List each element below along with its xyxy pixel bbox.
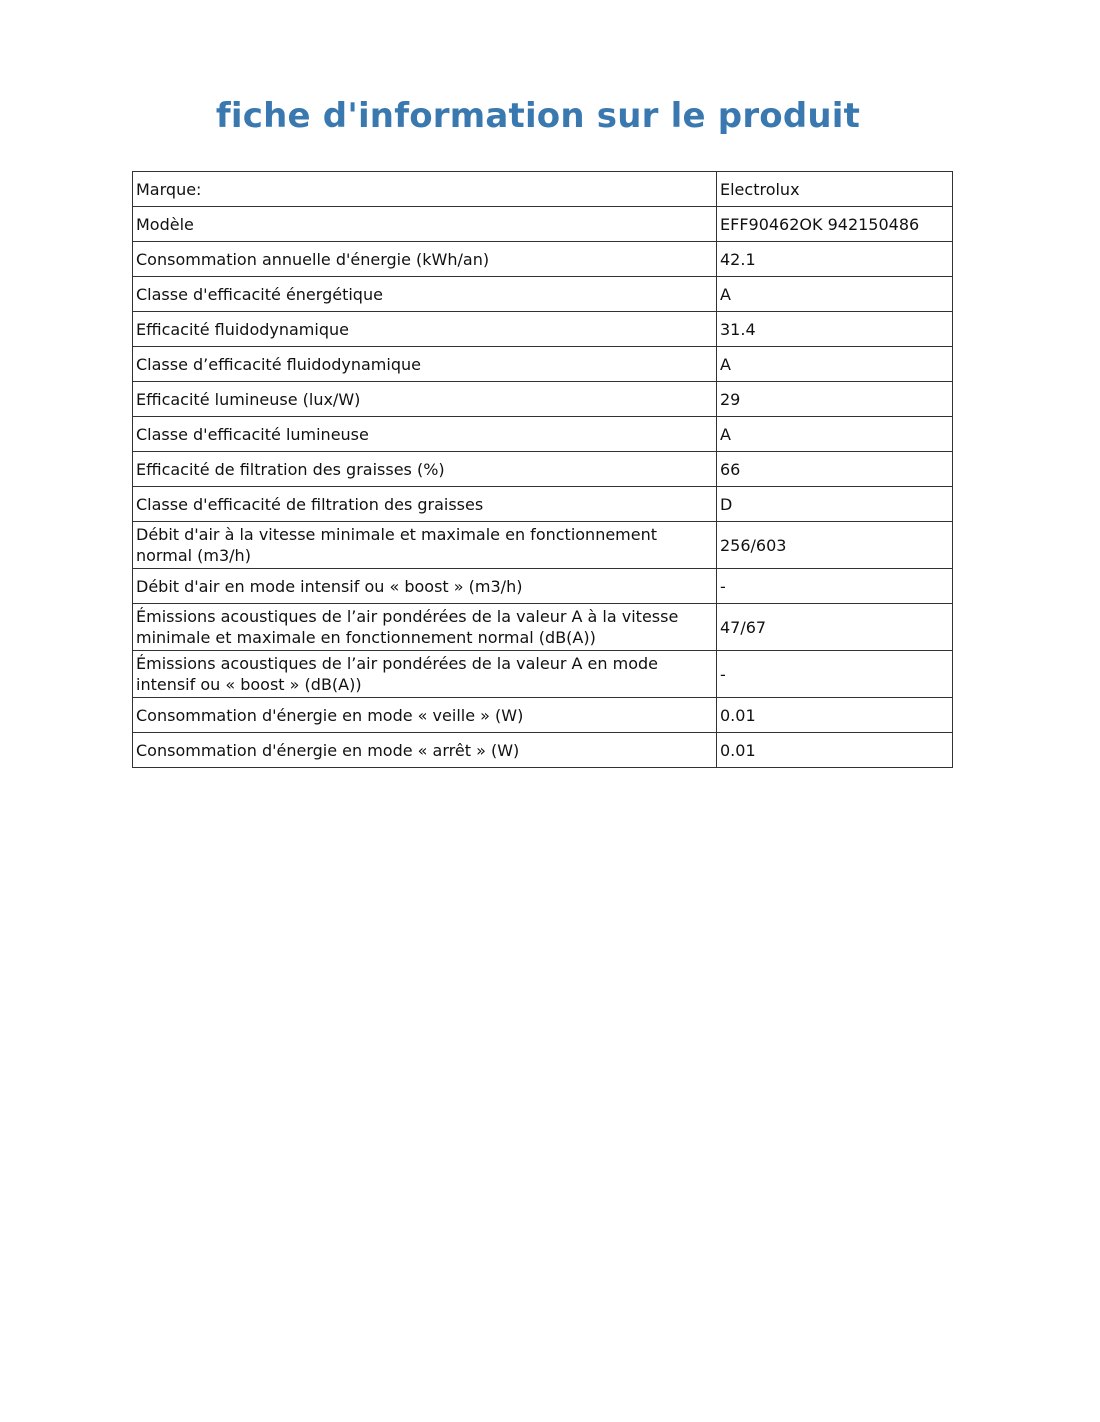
row-label: Efficacité fluidodynamique	[133, 312, 717, 347]
table-row	[133, 452, 953, 487]
row-label: Modèle	[133, 207, 717, 242]
row-label: Classe d'efficacité de filtration des graisses	[133, 487, 717, 522]
row-value: A	[717, 347, 953, 382]
row-value: 256/603	[717, 522, 953, 569]
table-row	[133, 207, 953, 242]
row-value: -	[717, 651, 953, 698]
table-row	[133, 347, 953, 382]
row-value: 0.01	[717, 698, 953, 733]
row-value: -	[717, 569, 953, 604]
row-label: Classe d'efficacité énergétique	[133, 277, 717, 312]
table-row	[133, 242, 953, 277]
row-value: 47/67	[717, 604, 953, 651]
row-label: Classe d'efficacité lumineuse	[133, 417, 717, 452]
page-title: fiche d'information sur le produit	[215, 96, 861, 136]
row-value: 42.1	[717, 242, 953, 277]
table-row	[133, 522, 953, 569]
table-row	[133, 312, 953, 347]
row-value: A	[717, 277, 953, 312]
row-value: 66	[717, 452, 953, 487]
row-label: Consommation d'énergie en mode « arrêt » (W)	[133, 733, 717, 768]
table-row	[133, 417, 953, 452]
table-row	[133, 277, 953, 312]
row-label: Consommation d'énergie en mode « veille » (W)	[133, 698, 717, 733]
row-value: 29	[717, 382, 953, 417]
table-row	[133, 604, 953, 651]
row-label: Classe d’efficacité fluidodynamique	[133, 347, 717, 382]
row-label: Émissions acoustiques de l’air pondérées de la valeur A à la vitesse minimale et maximale en fonctionnement normal (dB(A))	[133, 604, 717, 651]
table-row	[133, 487, 953, 522]
row-value: 31.4	[717, 312, 953, 347]
row-label: Débit d'air à la vitesse minimale et maximale en fonctionnement normal (m3/h)	[133, 522, 717, 569]
row-label: Débit d'air en mode intensif ou « boost » (m3/h)	[133, 569, 717, 604]
table-row	[133, 698, 953, 733]
row-value: A	[717, 417, 953, 452]
product-info-table	[132, 171, 953, 768]
table-row	[133, 172, 953, 207]
table-row	[133, 382, 953, 417]
row-label: Efficacité de filtration des graisses (%)	[133, 452, 717, 487]
row-label: Consommation annuelle d'énergie (kWh/an)	[133, 242, 717, 277]
row-label: Efficacité lumineuse (lux/W)	[133, 382, 717, 417]
row-label: Marque:	[133, 172, 717, 207]
table-row	[133, 733, 953, 768]
row-value: Electrolux	[717, 172, 953, 207]
row-value: 0.01	[717, 733, 953, 768]
row-value: D	[717, 487, 953, 522]
table-row	[133, 569, 953, 604]
row-label: Émissions acoustiques de l’air pondérées de la valeur A en mode intensif ou « boost » (dB(A))	[133, 651, 717, 698]
row-value: EFF90462OK 942150486	[717, 207, 953, 242]
table-row	[133, 651, 953, 698]
